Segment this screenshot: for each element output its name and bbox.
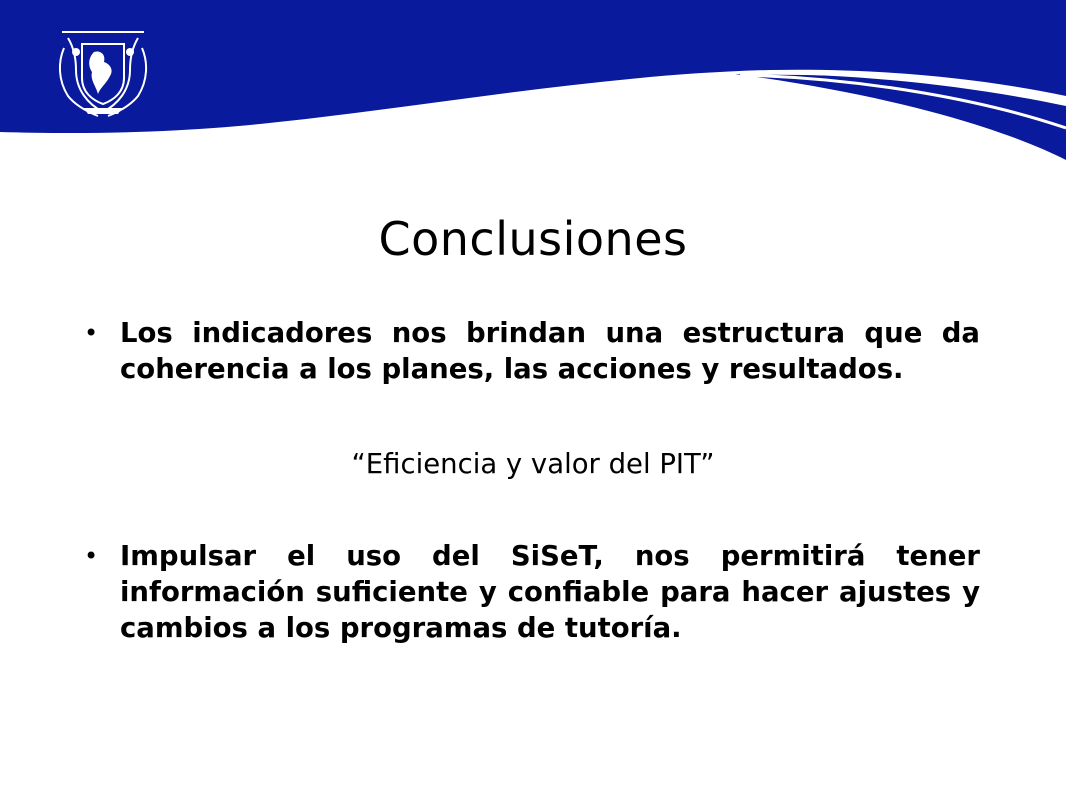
- quote-text: “Eficiencia y valor del PIT”: [351, 448, 715, 480]
- list-item: [84, 315, 980, 387]
- bullet-text: Impulsar el uso del SiSeT, nos permitirá tener información suficiente y confiable para hacer ajustes y cambios a los programas de tutoría.: [120, 540, 980, 644]
- bullet-icon: •: [84, 542, 99, 570]
- bullet-icon: •: [84, 319, 99, 347]
- slide-title: Conclusiones: [378, 212, 688, 266]
- university-crest-icon: [54, 18, 152, 118]
- list-item: [84, 538, 980, 646]
- bullet-text: Los indicadores nos brindan una estructura que da coherencia a los planes, las acciones y resultados.: [120, 317, 980, 385]
- header-wave-band: [0, 0, 1066, 170]
